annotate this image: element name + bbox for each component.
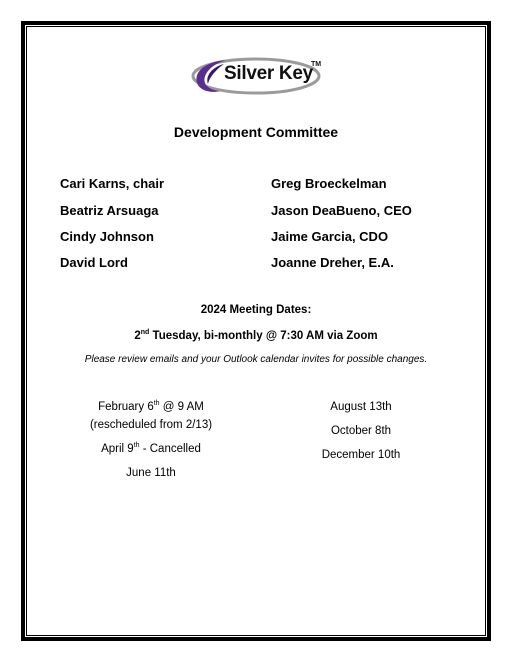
schedule-text: Tuesday, bi-monthly @ 7:30 AM via Zoom — [149, 330, 378, 342]
page-title: Development Committee — [173, 124, 339, 140]
member-left-2: Beatriz Arsuaga — [60, 203, 159, 218]
date-february-day: February 6 — [98, 401, 154, 413]
calendar-note: Please review emails and your Outlook calendar invites for possible changes. — [84, 354, 428, 365]
meeting-schedule — [0, 330, 512, 342]
logo-trademark: TM — [311, 61, 322, 68]
date-june: June 11th — [126, 467, 176, 479]
member-left-3: Cindy Johnson — [60, 229, 154, 244]
schedule-ordinal-suffix: nd — [140, 329, 150, 336]
schedule-ordinal: 2 — [134, 330, 141, 342]
date-october: October 8th — [330, 425, 392, 437]
date-february — [56, 401, 246, 413]
meeting-dates-heading: 2024 Meeting Dates: — [200, 304, 312, 316]
member-right-1: Greg Broeckelman — [271, 176, 387, 191]
date-april-status: - Cancelled — [139, 443, 201, 455]
date-february-note: (rescheduled from 2/13) — [89, 419, 213, 431]
date-december: December 10th — [321, 449, 401, 461]
date-april — [56, 443, 246, 455]
member-left-1: Cari Karns, chair — [60, 176, 165, 191]
member-right-4: Joanne Dreher, E.A. — [271, 255, 394, 270]
member-left-4: David Lord — [60, 255, 128, 270]
member-right-3: Jaime Garcia, CDO — [271, 229, 389, 244]
member-right-2: Jason DeaBueno, CEO — [271, 203, 412, 218]
date-april-day: April 9 — [101, 443, 134, 455]
date-april-suffix: th — [133, 442, 140, 449]
date-february-time: @ 9 AM — [159, 401, 204, 413]
silver-key-logo — [186, 55, 326, 97]
date-august: August 13th — [330, 401, 392, 413]
logo-wordmark: Silver Key — [224, 63, 313, 84]
date-february-suffix: th — [153, 400, 160, 407]
